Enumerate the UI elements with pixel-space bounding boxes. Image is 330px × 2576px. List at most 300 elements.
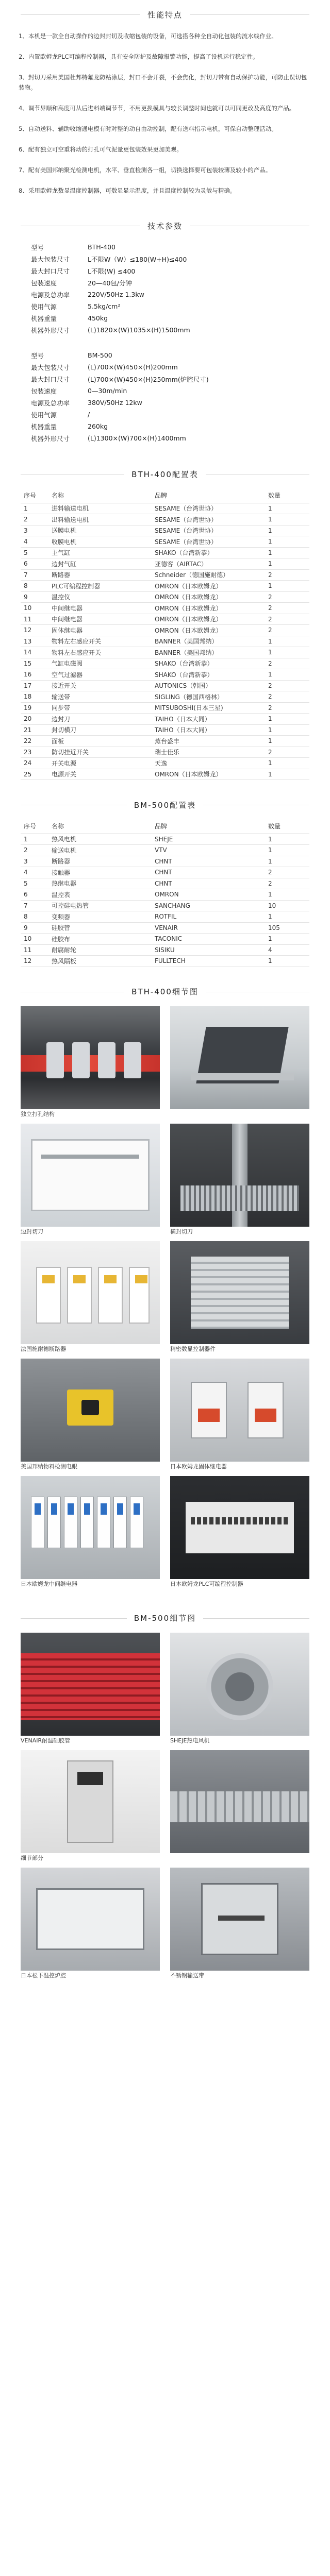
row-name: 热继电器	[52, 878, 155, 889]
spec-value: 5.5kg/cm²	[88, 302, 121, 310]
spec-row	[31, 300, 299, 312]
row-name: 热风电机	[52, 834, 155, 845]
row-name: 温控仪	[52, 591, 155, 603]
cross-seal-knife-photo	[170, 1124, 309, 1227]
row-no: 17	[21, 680, 52, 691]
row-brand: OMRON（日本欧姆龙）	[155, 625, 268, 636]
row-no: 7	[21, 900, 52, 911]
feature-item: 5、自动送料、辅助收缩通电模有时对整的动自由动控制，配有送料指示电机，可保自动整理活动。	[19, 125, 277, 132]
conveyor-detail-photo	[170, 1750, 309, 1853]
col-no: 序号	[21, 819, 52, 834]
row-no: 12	[21, 625, 52, 636]
row-no: 22	[21, 736, 52, 747]
row-no: 1	[21, 503, 52, 514]
table-row	[21, 536, 309, 548]
row-qty: 2	[268, 625, 309, 636]
row-brand: ROTFIL	[155, 911, 268, 923]
photo-caption: 细节部分	[21, 1854, 43, 1861]
row-qty: 2	[268, 569, 309, 581]
row-name: 可控硅电热管	[52, 900, 155, 911]
spec-value: L不限W（W）≤180(W+H)≤400	[88, 255, 187, 263]
side-seal-knife-photo	[21, 1124, 160, 1227]
row-no: 13	[21, 636, 52, 647]
row-qty: 1	[268, 845, 309, 856]
row-brand: SESAME（台湾世协）	[155, 536, 268, 548]
photo-caption: 日本欧姆龙PLC可编程控制器	[170, 1580, 243, 1587]
row-no: 23	[21, 747, 52, 758]
gallery500-header	[0, 1604, 330, 1633]
row-no: 19	[21, 702, 52, 714]
row-brand: TAIHO（日本大同）	[155, 714, 268, 725]
gallery-item	[170, 1241, 309, 1355]
row-name: 送膜电机	[52, 525, 155, 536]
feature-item: 2、内置欧姆龙PLC可编程控制器，具有安全防护及故障报警功能，提高了设机运行稳定性。	[19, 53, 259, 60]
row-qty: 2	[268, 658, 309, 669]
gallery-item	[21, 1750, 160, 1865]
photo-caption	[170, 1109, 309, 1121]
detail-panel-photo	[21, 1750, 160, 1853]
row-name: 硅胶管	[52, 922, 155, 934]
row-no: 24	[21, 758, 52, 769]
row-brand: BANNER（美国邦纳）	[155, 636, 268, 647]
row-name: 防切挂近开关	[52, 747, 155, 758]
gallery-item	[21, 1124, 160, 1238]
spec-row	[31, 397, 299, 409]
row-qty: 1	[268, 856, 309, 867]
table-row	[21, 691, 309, 703]
row-name: 输送带	[52, 691, 155, 703]
row-name: 硅胶布	[52, 934, 155, 945]
spec-value: 220V/50Hz 1.3kw	[88, 291, 144, 298]
table-row	[21, 569, 309, 581]
spec-value: L不限(W) ≤400	[88, 267, 136, 275]
row-qty: 2	[268, 614, 309, 625]
row-brand: OMRON（日本欧姆龙）	[155, 614, 268, 625]
row-name: 接触器	[52, 867, 155, 878]
col-brand: 品牌	[155, 488, 268, 503]
spec-value: (L)700×(W)450×(H)250mm(炉腔尺寸)	[88, 375, 209, 383]
row-name: 主气缸	[52, 547, 155, 558]
row-no: 8	[21, 911, 52, 923]
relay-row-photo	[21, 1476, 160, 1579]
row-name: 接近开关	[52, 680, 155, 691]
row-name: 气缸电磁阀	[52, 658, 155, 669]
row-name: 固体继电器	[52, 625, 155, 636]
spec-key: 最大封口尺寸	[31, 267, 70, 275]
gallery400-header	[0, 977, 330, 1006]
solid-relay-photo	[170, 1359, 309, 1462]
specs-header	[0, 211, 330, 240]
gallery-item	[170, 1124, 309, 1238]
row-qty: 2	[268, 603, 309, 614]
table-row	[21, 680, 309, 691]
table-header-row	[21, 488, 309, 503]
spec-key: 机器外形尺寸	[31, 434, 70, 443]
row-no: 2	[21, 514, 52, 526]
row-brand: SESAME（台湾世协）	[155, 503, 268, 514]
photo-caption	[170, 1853, 309, 1865]
spec-value: 450kg	[88, 314, 108, 322]
row-brand: SESAME（台湾世协）	[155, 514, 268, 526]
spec-row	[31, 253, 299, 265]
row-brand: CHNT	[155, 856, 268, 867]
photo-caption: 边封切刀	[21, 1228, 43, 1235]
row-qty: 1	[268, 558, 309, 570]
row-qty: 1	[268, 889, 309, 901]
row-brand: TACONIC	[155, 934, 268, 945]
row-no: 18	[21, 691, 52, 703]
row-no: 10	[21, 603, 52, 614]
row-no: 6	[21, 558, 52, 570]
spec-row	[31, 324, 299, 336]
row-no: 5	[21, 547, 52, 558]
spec-key: 电源及总功率	[31, 291, 70, 299]
feature-item: 8、采用欧姆龙数显温度控制器，可数显显示温度，并且温度控制较为灵敏与精确。	[19, 187, 236, 194]
gallery-item	[170, 1476, 309, 1590]
row-qty: 2	[268, 680, 309, 691]
col-qty: 数量	[268, 488, 309, 503]
row-name: 中间继电器	[52, 603, 155, 614]
row-no: 12	[21, 956, 52, 967]
row-name: 变频器	[52, 911, 155, 923]
gallery400-grid	[21, 1006, 309, 1594]
spec-value: 0—30m/min	[88, 387, 127, 395]
photo-caption: 不锈钢输送带	[170, 1972, 204, 1979]
config500-table	[21, 819, 309, 967]
row-qty: 1	[268, 758, 309, 769]
spec-value: 260kg	[88, 422, 108, 430]
table-row	[21, 658, 309, 669]
plc-photo	[170, 1476, 309, 1579]
table-row	[21, 591, 309, 603]
config400-header	[0, 460, 330, 488]
config400-table	[21, 488, 309, 780]
row-brand: VENAIR	[155, 922, 268, 934]
table-row	[21, 625, 309, 636]
row-qty: 1	[268, 834, 309, 845]
spec-key: 包装速度	[31, 387, 57, 395]
spec-block-bm500	[0, 348, 330, 449]
row-brand: OMRON	[155, 889, 268, 901]
row-name: 边封气缸	[52, 558, 155, 570]
spec-key: 最大包装尺寸	[31, 363, 70, 371]
row-name: 温控表	[52, 889, 155, 901]
row-name: 空气过滤器	[52, 669, 155, 681]
gallery-item	[170, 1006, 309, 1121]
gallery500-grid	[21, 1633, 309, 1985]
spec-row	[31, 373, 299, 385]
row-brand: SHAKO（台湾新恭）	[155, 669, 268, 681]
table-row	[21, 747, 309, 758]
row-brand: SHAKO（台湾新恭）	[155, 547, 268, 558]
row-brand: OMRON（日本欧姆龙）	[155, 603, 268, 614]
row-brand: 蒸台盛丰	[155, 736, 268, 747]
row-brand: VTV	[155, 845, 268, 856]
gallery-item	[170, 1359, 309, 1473]
photo-caption: 独立打孔结构	[21, 1110, 55, 1117]
spec-key: 最大封口尺寸	[31, 375, 70, 383]
spec-row	[31, 289, 299, 300]
row-qty: 1	[268, 769, 309, 780]
spec-row	[31, 265, 299, 277]
row-brand: AUTONICS（韩国）	[155, 680, 268, 691]
row-brand: SHAKO（台湾新恭）	[155, 658, 268, 669]
spec-row	[31, 409, 299, 420]
punch-structure-photo	[21, 1006, 160, 1109]
row-brand: SHEJE	[155, 834, 268, 845]
photo-caption: 日本欧姆龙固体继电器	[170, 1463, 227, 1470]
row-brand: OMRON（日本欧姆龙）	[155, 769, 268, 780]
row-brand: SIGLING（德国西格林）	[155, 691, 268, 703]
spec-row	[31, 312, 299, 324]
spec-key: 最大包装尺寸	[31, 255, 70, 263]
row-brand: MITSUBOSHI(日本三星)	[155, 702, 268, 714]
photo-caption: SHEJE热电风机	[170, 1737, 210, 1744]
table-row	[21, 669, 309, 681]
table-row	[21, 736, 309, 747]
table-row	[21, 911, 309, 923]
gallery-item	[170, 1868, 309, 1982]
row-qty: 4	[268, 944, 309, 956]
photo-caption: VENAIR耐温硅胶管	[21, 1737, 71, 1744]
row-no: 21	[21, 724, 52, 736]
spec-row	[31, 361, 299, 373]
gallery-item	[21, 1359, 160, 1473]
spec-key: 型号	[31, 243, 44, 251]
row-name: 封切横刀	[52, 724, 155, 736]
row-qty: 1	[268, 724, 309, 736]
features-list	[0, 29, 330, 211]
steel-conveyor-photo	[170, 1868, 309, 1971]
row-name: 中间继电器	[52, 614, 155, 625]
table-row	[21, 867, 309, 878]
row-qty: 1	[268, 636, 309, 647]
photo-caption: 精密数显控制器件	[170, 1345, 216, 1352]
table-row	[21, 758, 309, 769]
row-qty: 1	[268, 525, 309, 536]
spec-key: 型号	[31, 351, 44, 360]
gallery-item	[21, 1868, 160, 1982]
gallery-item	[170, 1633, 309, 1747]
feature-item: 1、本机是一款全自动操作的边封封切及收缩包装的设备，可选搭各种全自动化包装的流水线作业。	[19, 32, 277, 40]
row-brand: SANCHANG	[155, 900, 268, 911]
table-row	[21, 878, 309, 889]
spec-value: /	[88, 411, 90, 418]
row-no: 4	[21, 536, 52, 548]
config500-title: BM-500配置表	[127, 800, 203, 810]
row-name: 断路器	[52, 569, 155, 581]
row-brand: CHNT	[155, 878, 268, 889]
row-name: 同步带	[52, 702, 155, 714]
spec-value: BM-500	[88, 351, 112, 359]
col-no: 序号	[21, 488, 52, 503]
table-row	[21, 702, 309, 714]
row-no: 11	[21, 944, 52, 956]
row-no: 6	[21, 889, 52, 901]
gallery400-title: BTH-400细节图	[124, 986, 206, 997]
row-qty: 1	[268, 536, 309, 548]
spec-row	[31, 432, 299, 444]
controller-photo	[170, 1241, 309, 1344]
spec-value: (L)700×(W)450×(H)200mm	[88, 363, 178, 371]
table-row	[21, 581, 309, 592]
row-brand: 天逸	[155, 758, 268, 769]
row-brand: FULLTECH	[155, 956, 268, 967]
table-row	[21, 834, 309, 845]
table-row	[21, 636, 309, 647]
photo-caption: 日本松下温控炉腔	[21, 1972, 66, 1979]
row-no: 20	[21, 714, 52, 725]
row-name: 输送电机	[52, 845, 155, 856]
row-name: PLC可编程控制器	[52, 581, 155, 592]
row-brand: CHNT	[155, 867, 268, 878]
row-qty: 1	[268, 647, 309, 658]
spec-row	[31, 277, 299, 289]
row-name: 断路器	[52, 856, 155, 867]
config500-header	[0, 790, 330, 819]
gallery-item	[21, 1006, 160, 1121]
row-qty: 1	[268, 503, 309, 514]
gallery500-title: BM-500细节图	[127, 1613, 203, 1623]
table-row	[21, 956, 309, 967]
config400-title: BTH-400配置表	[124, 469, 206, 480]
row-no: 25	[21, 769, 52, 780]
spec-key: 机器重量	[31, 422, 57, 431]
col-name: 名称	[52, 819, 155, 834]
row-brand: SESAME（台湾世协）	[155, 525, 268, 536]
gallery-item	[21, 1476, 160, 1590]
spec-key: 使用气源	[31, 302, 57, 311]
row-qty: 1	[268, 581, 309, 592]
row-name: 耐腐耐轮	[52, 944, 155, 956]
row-no: 3	[21, 856, 52, 867]
table-row	[21, 558, 309, 570]
row-qty: 1	[268, 669, 309, 681]
row-qty: 1	[268, 911, 309, 923]
silicone-tube-photo	[21, 1633, 160, 1736]
spec-value: (L)1820×(W)1035×(H)1500mm	[88, 326, 190, 334]
features-header	[0, 0, 330, 29]
col-name: 名称	[52, 488, 155, 503]
spec-value: (L)1300×(W)700×(H)1400mm	[88, 434, 186, 442]
row-no: 2	[21, 845, 52, 856]
table-row	[21, 900, 309, 911]
table-row	[21, 724, 309, 736]
spec-value: 380V/50Hz 12kw	[88, 399, 142, 406]
table-row	[21, 614, 309, 625]
row-name: 热风隔板	[52, 956, 155, 967]
row-no: 14	[21, 647, 52, 658]
row-no: 5	[21, 878, 52, 889]
row-no: 7	[21, 569, 52, 581]
spec-value: 20—40包/分钟	[88, 279, 133, 287]
row-qty: 1	[268, 934, 309, 945]
row-name: 电源开关	[52, 769, 155, 780]
col-brand: 品牌	[155, 819, 268, 834]
table-row	[21, 503, 309, 514]
photo-caption: 横封切刀	[170, 1228, 193, 1235]
spec-key: 包装速度	[31, 279, 57, 287]
row-qty: 1	[268, 547, 309, 558]
row-brand: 瑞士佳乐	[155, 747, 268, 758]
sensor-photo	[21, 1359, 160, 1462]
spec-row	[31, 385, 299, 397]
feature-item: 4、调节界顺和高度可从后进料端调节节，不用更换模具与较长调整时间也就可以可同更改及高度的产品。	[19, 105, 295, 112]
row-name: 物料左右感应开关	[52, 647, 155, 658]
row-name: 开关电源	[52, 758, 155, 769]
row-name: 面板	[52, 736, 155, 747]
photo-caption: 美国邦纳物料检测电眼	[21, 1463, 77, 1470]
spec-key: 机器外形尺寸	[31, 326, 70, 334]
photo-caption: 日本欧姆龙中间继电器	[21, 1580, 77, 1587]
row-qty: 1	[268, 956, 309, 967]
spec-row	[31, 420, 299, 432]
table-row	[21, 714, 309, 725]
row-brand: 亚德客（AIRTAC）	[155, 558, 268, 570]
row-qty: 1	[268, 714, 309, 725]
table-row	[21, 525, 309, 536]
row-no: 3	[21, 525, 52, 536]
row-qty: 1	[268, 514, 309, 526]
row-qty: 2	[268, 747, 309, 758]
spec-block-bth400	[0, 240, 330, 341]
spec-row	[31, 241, 299, 253]
feature-item: 3、封切刀采用美国杜邦特氟龙防粘涂层，封口不会开裂，不会焦化，封切刀带有自动保护功能，可防止误切包装物。	[19, 74, 307, 91]
row-qty: 10	[268, 900, 309, 911]
row-brand: BANNER（美国邦纳）	[155, 647, 268, 658]
table-row	[21, 934, 309, 945]
row-brand: TAIHO（日本大同）	[155, 724, 268, 736]
row-brand: Schneider（德国施耐德）	[155, 569, 268, 581]
table-row	[21, 856, 309, 867]
features-title: 性能特点	[140, 9, 190, 20]
table-row	[21, 647, 309, 658]
row-qty: 1	[268, 736, 309, 747]
photo-caption: 法国施耐德断路器	[21, 1345, 66, 1352]
row-no: 10	[21, 934, 52, 945]
row-no: 1	[21, 834, 52, 845]
table-row	[21, 769, 309, 780]
row-brand: OMRON（日本欧姆龙）	[155, 581, 268, 592]
row-no: 16	[21, 669, 52, 681]
table-row	[21, 845, 309, 856]
table-row	[21, 889, 309, 901]
feature-item: 7、配有美国邦纳聚光检测电机，水平、垂直检测各一组，切换选择要可包装较薄及较小的产品。	[19, 166, 272, 174]
row-name: 收膜电机	[52, 536, 155, 548]
gallery-item	[170, 1750, 309, 1865]
spec-value: BTH-400	[88, 243, 116, 251]
row-no: 11	[21, 614, 52, 625]
row-qty: 2	[268, 867, 309, 878]
machine-detail-photo	[170, 1006, 309, 1109]
row-name: 边封刀	[52, 714, 155, 725]
table-row	[21, 603, 309, 614]
table-header-row	[21, 819, 309, 834]
row-brand: OMRON（日本欧姆龙）	[155, 591, 268, 603]
gallery-item	[21, 1241, 160, 1355]
spec-key: 电源及总功率	[31, 399, 70, 407]
spec-row	[31, 349, 299, 361]
row-qty: 2	[268, 878, 309, 889]
row-name: 出料输送电机	[52, 514, 155, 526]
row-no: 8	[21, 581, 52, 592]
table-row	[21, 922, 309, 934]
spec-key: 机器重量	[31, 314, 57, 323]
col-qty: 数量	[268, 819, 309, 834]
specs-title: 技术参数	[140, 221, 190, 231]
row-no: 9	[21, 591, 52, 603]
gallery-item	[21, 1633, 160, 1747]
